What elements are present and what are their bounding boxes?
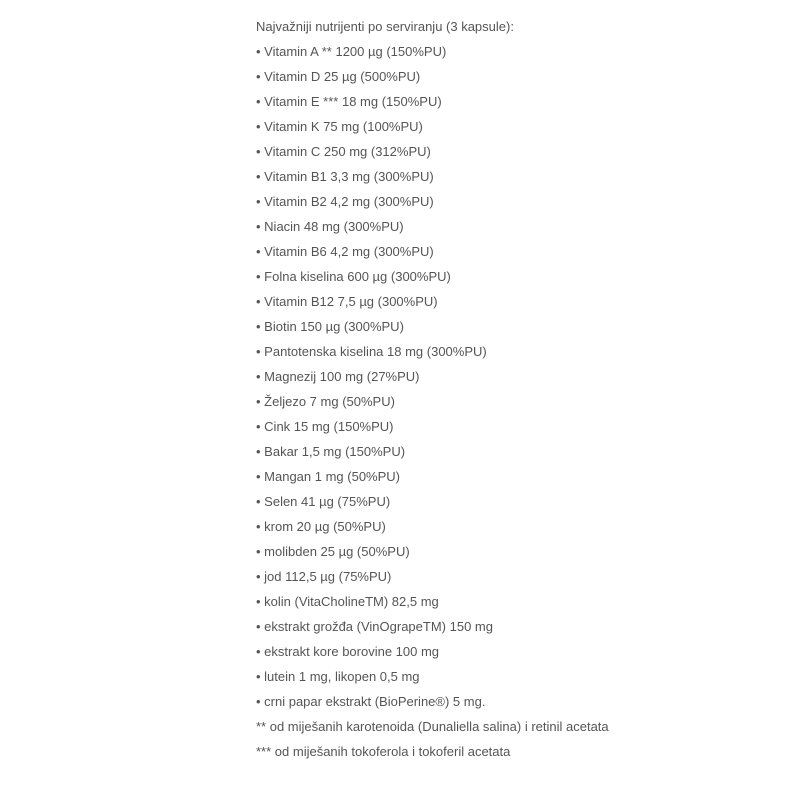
nutrient-item: • crni papar ekstrakt (BioPerine®) 5 mg. bbox=[256, 694, 486, 709]
nutrient-item: • molibden 25 µg (50%PU) bbox=[256, 544, 410, 559]
footnotes bbox=[256, 714, 776, 764]
nutrient-item: • Vitamin B12 7,5 µg (300%PU) bbox=[256, 294, 438, 309]
nutrient-item: • Pantotenska kiselina 18 mg (300%PU) bbox=[256, 344, 487, 359]
nutrient-item: • lutein 1 mg, likopen 0,5 mg bbox=[256, 669, 420, 684]
footnote-vitamin-a: ** od miješanih karotenoida (Dunaliella salina) i retinil acetata bbox=[256, 719, 609, 734]
nutrient-item: • Biotin 150 µg (300%PU) bbox=[256, 319, 404, 334]
nutrient-item: • Folna kiselina 600 µg (300%PU) bbox=[256, 269, 451, 284]
nutrient-item: • Selen 41 µg (75%PU) bbox=[256, 494, 391, 509]
nutrient-item: • Vitamin E *** 18 mg (150%PU) bbox=[256, 94, 442, 109]
nutrient-item: • Mangan 1 mg (50%PU) bbox=[256, 469, 401, 484]
nutrient-item: • Cink 15 mg (150%PU) bbox=[256, 419, 394, 434]
nutrient-item: • ekstrakt kore borovine 100 mg bbox=[256, 644, 440, 659]
nutrient-item: • Vitamin B2 4,2 mg (300%PU) bbox=[256, 194, 434, 209]
nutrient-item: • Vitamin B6 4,2 mg (300%PU) bbox=[256, 244, 434, 259]
nutrient-item: • Vitamin A ** 1200 µg (150%PU) bbox=[256, 44, 447, 59]
nutrient-item: • Vitamin D 25 µg (500%PU) bbox=[256, 69, 421, 84]
nutrient-item: • kolin (VitaCholineTM) 82,5 mg bbox=[256, 594, 439, 609]
nutrient-item: • Vitamin B1 3,3 mg (300%PU) bbox=[256, 169, 434, 184]
nutrient-list bbox=[256, 39, 776, 714]
nutrient-item: • jod 112,5 µg (75%PU) bbox=[256, 569, 392, 584]
nutrient-item: • Vitamin C 250 mg (312%PU) bbox=[256, 144, 431, 159]
nutrient-item: • Vitamin K 75 mg (100%PU) bbox=[256, 119, 423, 134]
nutrient-item: • Magnezij 100 mg (27%PU) bbox=[256, 369, 420, 384]
nutrient-item: • Bakar 1,5 mg (150%PU) bbox=[256, 444, 406, 459]
footnote-vitamin-e: *** od miješanih tokoferola i tokoferil acetata bbox=[256, 744, 511, 759]
nutrient-item: • Niacin 48 mg (300%PU) bbox=[256, 219, 404, 234]
nutrient-item: • krom 20 µg (50%PU) bbox=[256, 519, 386, 534]
nutrient-item: • ekstrakt grožđa (VinOgrapeTM) 150 mg bbox=[256, 619, 493, 634]
nutrients-heading: Najvažniji nutrijenti po serviranju (3 kapsule): bbox=[256, 19, 514, 34]
nutrient-item: • Željezo 7 mg (50%PU) bbox=[256, 394, 395, 409]
nutrient-description bbox=[256, 14, 776, 764]
